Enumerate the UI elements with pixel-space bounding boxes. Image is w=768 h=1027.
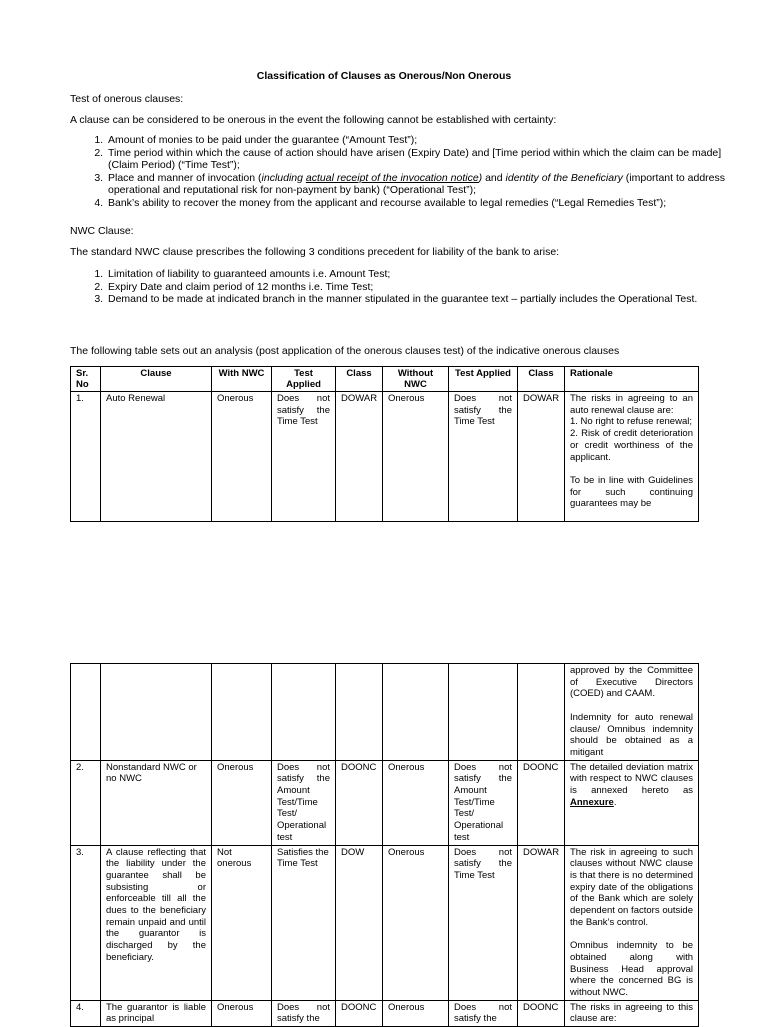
rationale-text: Omnibus indemnity to be obtained along with Business Head approval where the concerned BG is without NWC. [570, 940, 693, 998]
condition-item: 1. Limitation of liability to guaranteed amounts i.e. Amount Test; [106, 268, 706, 281]
rationale-text: The detailed deviation matrix with respect to NWC clauses is annexed hereto as [570, 761, 693, 797]
cell-without-nwc [383, 664, 449, 761]
cell-test-applied: Does not satisfy the Time Test [449, 392, 518, 522]
cell-clause: The guarantor is liable as principal [101, 1000, 212, 1026]
cell-rationale: The risks in agreeing to this clause are: [565, 1000, 699, 1026]
text: and [482, 171, 506, 184]
text: Place and manner of invocation ( [108, 171, 262, 184]
cell-test-applied: Does not satisfy the Amount Test/Time Test/ Operational test [449, 760, 518, 845]
cell-with-nwc [212, 664, 272, 761]
rationale-text: 1. No right to refuse renewal; [570, 416, 692, 428]
table-intro-paragraph: The following table sets out an analysis (post application of the onerous clauses test) of the indicative onerous clauses [70, 345, 620, 357]
cell-without-nwc: Onerous [383, 845, 449, 1000]
table-header-row [71, 367, 699, 392]
cell-without-nwc: Onerous [383, 1000, 449, 1026]
spacer [570, 463, 693, 475]
cell-test-applied: Does not satisfy the Time Test [272, 392, 336, 522]
cell-with-nwc: Onerous [212, 1000, 272, 1026]
text: identity of the Beneficiary [505, 171, 623, 184]
cell-clause [101, 664, 212, 761]
cell-class: DOONC [518, 1000, 565, 1026]
cell-test-applied: Does not satisfy the [449, 1000, 518, 1026]
header-clause: Clause [101, 367, 212, 392]
rationale-text: Indemnity for auto renewal clause/ Omnibus indemnity should be obtained as a mitigant [570, 711, 693, 758]
cell-sr: 4. [71, 1000, 101, 1026]
cell-class: DOWAR [518, 845, 565, 1000]
table-row [71, 1000, 699, 1026]
cell-with-nwc: Onerous [212, 392, 272, 522]
cell-test-applied [272, 664, 336, 761]
nwc-intro-paragraph: The standard NWC clause prescribes the following 3 conditions precedent for liability of the bank to arise: [70, 246, 560, 258]
nwc-conditions-list [70, 268, 706, 306]
cell-with-nwc: Not onerous [212, 845, 272, 1000]
intro-paragraph: A clause can be considered to be onerous in the event the following cannot be established with certainty: [70, 114, 557, 126]
header-rationale: Rationale [565, 367, 699, 392]
cell-sr [71, 664, 101, 761]
cell-test-applied: Does not satisfy the Time Test [449, 845, 518, 1000]
cell-class: DOONC [336, 760, 383, 845]
header-class: Class [518, 367, 565, 392]
cell-clause: Nonstandard NWC or no NWC [101, 760, 212, 845]
cell-rationale [565, 392, 699, 522]
rationale-text: The risks in agreeing to an auto renewal clause are: [570, 393, 693, 416]
document-title: Classification of Clauses as Onerous/Non Onerous [256, 70, 512, 82]
cell-sr: 1. [71, 392, 101, 522]
test-item [106, 172, 736, 197]
cell-sr: 2. [71, 760, 101, 845]
cell-class [518, 664, 565, 761]
cell-clause: Auto Renewal [101, 392, 212, 522]
cell-without-nwc: Onerous [383, 392, 449, 522]
condition-item: 2. Expiry Date and claim period of 12 months i.e. Time Test; [106, 281, 706, 294]
cell-class: DOONC [518, 760, 565, 845]
table-row [71, 845, 699, 1000]
rationale-text: 2. Risk of credit deterioration or credit worthiness of the applicant. [570, 428, 693, 463]
rationale-text: approved by the Committee of Executive Directors (COED) and CAAM. [570, 665, 693, 700]
header-test-applied: Test Applied [449, 367, 518, 392]
clauses-table-part2 [70, 663, 699, 1027]
rationale-text: To be in line with Guidelines for such continuing guarantees may be [570, 474, 693, 510]
table-row [71, 760, 699, 845]
text: actual receipt of the invocation notice [305, 171, 479, 184]
header-without-nwc: Without NWC [383, 367, 449, 392]
cell-rationale [565, 760, 699, 845]
condition-item: 3. Demand to be made at indicated branch in the manner stipulated in the guarantee text – partially includes the Operational Test. [106, 293, 706, 306]
text: ) [478, 171, 483, 184]
text: (important to address operational and reputational risk for non-payment by bank) (“Operational Test”); [108, 171, 725, 196]
test-item: 4. Bank’s ability to recover the money from the applicant and recourse available to legal remedies (“Legal Remedies Test”); [106, 197, 736, 210]
spacer [570, 928, 693, 940]
cell-test-applied: Does not satisfy the [272, 1000, 336, 1026]
cell-class: DOONC [336, 1000, 383, 1026]
cell-test-applied: Does not satisfy the Amount Test/Time Test/ Operational test [272, 760, 336, 845]
cell-clause: A clause reflecting that the liability under the guarantee shall be subsisting or enforceable till all the dues to the beneficiary remain unpaid and until the guarantor is discharged by the beneficiary. [101, 845, 212, 1000]
header-class: Class [336, 367, 383, 392]
table-row [71, 392, 699, 522]
annexure-link[interactable]: Annexure [570, 796, 614, 808]
cell-without-nwc: Onerous [383, 760, 449, 845]
cell-with-nwc: Onerous [212, 760, 272, 845]
test-item: 1. Amount of monies to be paid under the guarantee (“Amount Test”); [106, 134, 736, 147]
header-with-nwc: With NWC [212, 367, 272, 392]
nwc-heading: NWC Clause: [70, 225, 134, 237]
spacer [570, 700, 693, 712]
test-heading: Test of onerous clauses: [70, 93, 184, 105]
test-item: 2. Time period within which the cause of action should have arisen (Expiry Date) and [Time period within which the claim can be made] (Claim Period) (“Time Test”); [106, 147, 736, 172]
text: including [261, 171, 306, 184]
rationale-text: The risk in agreeing to such clauses without NWC clause is that there is no determined expiry date of the obligations of the Bank which are solely dependent on factors outside the Bank’s control. [570, 846, 693, 928]
cell-test-applied [449, 664, 518, 761]
cell-rationale [565, 664, 699, 761]
cell-class [336, 664, 383, 761]
header-sr-no: Sr. No [71, 367, 101, 392]
cell-sr: 3. [71, 845, 101, 1000]
cell-rationale [565, 845, 699, 1000]
cell-class: DOWAR [336, 392, 383, 522]
table-row [71, 664, 699, 761]
cell-class: DOW [336, 845, 383, 1000]
cell-class: DOWAR [518, 392, 565, 522]
header-test-applied: Test Applied [272, 367, 336, 392]
clauses-table-part1 [70, 366, 699, 522]
onerous-tests-list [70, 134, 736, 209]
cell-test-applied: Satisfies the Time Test [272, 845, 336, 1000]
rationale-text: . [613, 796, 617, 808]
